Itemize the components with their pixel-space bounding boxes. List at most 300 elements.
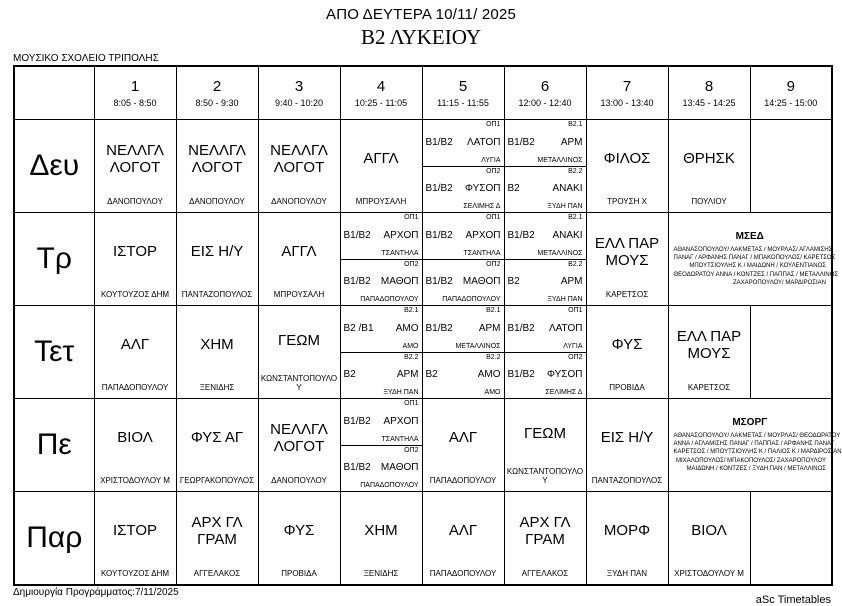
teacher-name: ΞΥΔΗ ΠΑΝ — [606, 569, 648, 579]
split-lesson — [505, 213, 586, 305]
split-lesson-top — [423, 306, 504, 352]
period-header — [95, 67, 176, 119]
subject-name: ΑΜΟ — [477, 369, 501, 381]
lesson-cell — [176, 120, 258, 213]
class-title: Β2 ΛΥΚΕΙΟΥ — [360, 25, 482, 49]
lesson-cell — [422, 306, 504, 399]
teacher-list-line: ΘΕΟΔΩΡΑΤΟΥ ΑΝΝΑ / ΚΟΝΤΖΕΣ / ΠΑΠΠΑΣ / ΜΕΤΑΛΛΙΝΟΣ — [673, 271, 839, 278]
lesson — [177, 492, 258, 584]
teacher-name: ΚΑΡΕΤΣΟΣ — [605, 290, 649, 300]
class-group: Β1/Β2 — [343, 229, 371, 241]
period-time: 8:05 - 8:50 — [113, 98, 157, 108]
subject-name: ΑΡΧΟΠ — [465, 229, 501, 241]
split-mid-row — [344, 462, 419, 473]
subject-name: ΕΛΛ ΠΑΡ ΜΟΥΣ — [676, 327, 742, 363]
group-tag: Β2.1 — [404, 307, 419, 314]
subject-name: ΓΕΩΜ — [524, 425, 566, 443]
subject-name: ΑΓΓΛ — [281, 243, 317, 261]
lesson-cell — [258, 492, 340, 586]
teacher-name: ΑΜΟ — [484, 389, 501, 396]
class-group: Β1/Β2 — [425, 322, 453, 334]
subject-name: ΦΙΛΟΣ — [603, 150, 651, 168]
teacher-list-line: ΚΑΡΕΤΣΟΣ / ΜΠΟΥΤΣΙΟΥΛΗΣ Κ / ΠΑΛΙΟΣ Κ / ΜΑΡΔΙΡΟΣΙΑΝ — [673, 449, 842, 456]
teacher-name: ΜΕΤΑΛΛΙΝΟΣ — [537, 249, 583, 257]
timetable-body — [14, 120, 842, 586]
lesson-cell — [668, 399, 842, 492]
subject-name: ΜΟΡΦ — [603, 522, 651, 540]
teacher-name: ΠΑΠΑΔΟΠΟΥΛΟΥ — [360, 482, 419, 489]
split-mid-row — [426, 323, 501, 334]
lesson-cell — [176, 213, 258, 306]
split-mid-row — [344, 230, 419, 241]
split-mid-row — [508, 323, 583, 334]
subject-name: ΑΡΜ — [560, 136, 583, 148]
teacher-list-line: ΖΑΧΑΡΟΠΟΥΛΟΥ/ ΜΑΡΔΙΡΟΣΙΑΝ — [732, 279, 826, 286]
period-number: 1 — [130, 78, 140, 95]
lesson — [177, 306, 258, 398]
class-group: Β1/Β2 — [343, 276, 371, 288]
period-number: 2 — [212, 78, 222, 95]
lesson — [505, 492, 586, 584]
lesson-cell — [504, 306, 586, 399]
lesson-cell — [340, 120, 422, 213]
period-header-cell — [94, 66, 176, 120]
lesson-cell — [586, 399, 668, 492]
group-tag: Β2.1 — [486, 307, 501, 314]
subject-name: ΒΙΟΛ — [117, 429, 153, 447]
split-lesson-bottom — [341, 352, 422, 399]
split-lesson — [505, 306, 586, 398]
teacher-name: ΚΑΡΕΤΣΟΣ — [687, 383, 731, 393]
teacher-name: ΚΩΝΣΤΑΝΤΟΠΟΥΛΟΥ — [506, 467, 584, 486]
teacher-list-line: ΜΑΙΔΩΝΗ / ΚΟΝΤΖΕΣ / ΞΥΔΗ ΠΑΝ / ΜΕΤΑΛΛΙΝΟΣ — [686, 465, 826, 472]
teacher-list-line: ΑΝΝΑ / ΑΓΛΑΜΙΣΗΣ ΠΑΝΑΓ / ΠΑΠΠΑΣ / ΑΡΦΑΝΗΣ ΠΑΝΑΓ — [673, 441, 835, 448]
class-group: Β2 /Β1 — [343, 322, 374, 334]
period-time: 10:25 - 11:05 — [354, 98, 408, 108]
split-mid-row — [426, 276, 501, 287]
split-mid-row — [344, 276, 419, 287]
subject-name: ΜΣΕΔ — [735, 231, 764, 243]
lesson — [95, 492, 176, 584]
lesson-cell — [586, 120, 668, 213]
teacher-list — [673, 432, 842, 472]
subject-name: ΝΕΛΛΓΛ ΛΟΓΟΤ — [270, 141, 328, 177]
empty-cell — [750, 306, 832, 399]
period-header — [505, 67, 586, 119]
asc-timetables-credit: aSc Timetables — [755, 594, 831, 606]
split-lesson-top — [423, 120, 504, 166]
lesson — [423, 492, 504, 584]
teacher-name: ΚΟΥΤΟΥΖΟΣ ΔΗΜ — [100, 569, 170, 579]
lesson-cell — [668, 306, 750, 399]
teacher-name: ΔΑΝΟΠΟΥΛΟΥ — [107, 197, 163, 207]
teacher-name: ΞΥΔΗ ΠΑΝ — [383, 389, 419, 396]
group-tag: ΟΠ1 — [404, 214, 419, 221]
split-lesson-bottom — [423, 166, 504, 213]
lesson — [423, 399, 504, 491]
teacher-name: ΠΑΝΤΑΖΟΠΟΥΛΟΣ — [181, 290, 253, 300]
subject-name: ΝΕΛΛΓΛ ΛΟΓΟΤ — [188, 141, 246, 177]
lesson — [587, 213, 668, 305]
split-mid-row — [508, 369, 583, 380]
subject-name: ΜΑΘΟΠ — [380, 276, 419, 288]
lesson — [669, 306, 750, 398]
teacher-name: ΞΕΝΙΔΗΣ — [363, 569, 399, 579]
group-tag: Β2.2 — [486, 353, 501, 361]
split-lesson — [423, 213, 504, 305]
teacher-name: ΞΥΔΗ ΠΑΝ — [547, 203, 583, 210]
class-group: Β1/Β2 — [425, 276, 453, 288]
split-mid-row — [508, 137, 583, 148]
day-row — [14, 120, 832, 213]
subject-name: ΝΕΛΛΓΛ ΛΟΓΟΤ — [106, 141, 164, 177]
teacher-name: ΚΩΝΣΤΑΝΤΟΠΟΥΛΟΥ — [260, 374, 338, 393]
split-lesson — [423, 306, 504, 398]
lesson — [95, 120, 176, 212]
period-header — [669, 67, 750, 119]
lesson — [341, 120, 422, 212]
class-group: Β1/Β2 — [507, 322, 535, 334]
group-tag: ΟΠ2 — [486, 260, 501, 268]
teacher-list — [673, 246, 839, 286]
day-label-cell — [14, 492, 94, 586]
subject-name: ΛΑΤΟΠ — [548, 322, 583, 334]
teacher-name: ΑΓΓΕΛΑΚΟΣ — [521, 569, 569, 579]
day-label: Τετ — [34, 335, 75, 368]
lesson — [505, 399, 586, 491]
teacher-name: ΜΕΤΑΛΛΙΝΟΣ — [455, 342, 501, 350]
subject-name: ΑΡΧ ΓΛ ΓΡΑΜ — [519, 513, 571, 549]
teacher-name: ΠΡΟΒΙΔΑ — [609, 383, 645, 393]
teacher-name: ΤΡΟΥΣΗ Χ — [607, 197, 647, 207]
period-header-cell — [176, 66, 258, 120]
lesson — [259, 492, 340, 584]
split-lesson-top — [341, 399, 422, 445]
lesson — [341, 492, 422, 584]
day-row — [14, 492, 832, 586]
subject-name: ΘΡΗΣΚ — [683, 150, 735, 168]
lesson-cell — [422, 120, 504, 213]
day-label-cell — [14, 306, 94, 399]
subject-name: ΝΕΛΛΓΛ ΛΟΓΟΤ — [270, 420, 328, 456]
teacher-name: ΠΑΠΑΔΟΠΟΥΛΟΥ — [429, 476, 497, 486]
lesson-cell — [258, 306, 340, 399]
lesson-cell — [176, 306, 258, 399]
lesson-cell — [94, 399, 176, 492]
teacher-name: ΛΥΓΙΑ — [563, 342, 583, 350]
lesson-cell — [94, 213, 176, 306]
split-mid-row — [508, 183, 583, 194]
multi-teacher-lesson — [669, 213, 839, 305]
teacher-name: ΔΑΝΟΠΟΥΛΟΥ — [271, 476, 327, 486]
lesson-cell — [176, 492, 258, 586]
teacher-list-line: ΑΘΑΝΑΣΟΠΟΥΛΟΥ/ ΛΑΚΜΕΤΑΣ / ΜΟΥΡΛΑΣ/ ΑΓΛΑΜΙΣΗΣ — [673, 247, 833, 254]
split-mid-row — [344, 323, 419, 334]
period-time: 13:45 - 14:25 — [682, 98, 736, 108]
subject-name: ΑΛΓ — [448, 522, 478, 540]
subject-name: ΑΜΟ — [395, 322, 419, 334]
split-mid-row — [344, 369, 419, 380]
lesson — [587, 306, 668, 398]
split-lesson-bottom — [341, 445, 422, 492]
teacher-name: ΠΑΠΑΔΟΠΟΥΛΟΥ — [360, 296, 419, 303]
class-group: Β1/Β2 — [507, 229, 535, 241]
day-label-cell — [14, 213, 94, 306]
group-tag: Β2.2 — [568, 167, 583, 175]
period-time: 11:15 - 11:55 — [437, 98, 489, 108]
teacher-name: ΠΡΟΒΙΔΑ — [281, 569, 317, 579]
lesson-cell — [586, 492, 668, 586]
day-row — [14, 399, 832, 492]
subject-name: ΦΥΣΟΠ — [546, 369, 583, 381]
period-number: 3 — [294, 78, 304, 95]
group-tag: ΟΠ1 — [486, 121, 501, 128]
subject-name: ΕΛΛ ΠΑΡ ΜΟΥΣ — [594, 234, 660, 270]
period-number: 7 — [622, 78, 632, 95]
class-group: Β2 — [425, 369, 438, 381]
split-mid-row — [426, 183, 501, 194]
subject-name: ΧΗΜ — [200, 336, 234, 354]
subject-name: ΦΥΣ — [611, 336, 643, 354]
period-time: 8:50 - 9:30 — [195, 98, 239, 108]
period-number: 8 — [704, 78, 714, 95]
split-lesson-top — [341, 306, 422, 352]
split-mid-row — [426, 137, 501, 148]
lesson-cell — [94, 306, 176, 399]
subject-name: ΓΕΩΜ — [278, 332, 320, 350]
teacher-name: ΔΑΝΟΠΟΥΛΟΥ — [189, 197, 245, 207]
subject-name: ΧΗΜ — [364, 522, 398, 540]
school-name: ΜΟΥΣΙΚΟ ΣΧΟΛΕΙΟ ΤΡΙΠΟΛΗΣ — [13, 53, 159, 64]
split-lesson-top — [505, 120, 586, 166]
lesson — [587, 120, 668, 212]
class-group: Β2 — [507, 183, 520, 195]
subject-name: ΑΡΧΟΠ — [383, 415, 419, 427]
subject-name: ΦΥΣ ΑΓ — [190, 429, 244, 447]
split-lesson-top — [423, 213, 504, 259]
subject-name: ΑΝΑΚΙ — [552, 229, 583, 241]
lesson — [669, 120, 750, 212]
teacher-list-line: ΑΘΑΝΑΣΟΠΟΥΛΟΥ/ ΛΑΚΜΕΤΑΣ / ΜΟΥΡΛΑΣ/ ΘΕΟΔΩΡΑΤΟΥ — [673, 433, 841, 440]
lesson-cell — [94, 492, 176, 586]
day-label: Δευ — [29, 149, 80, 182]
lesson — [177, 120, 258, 212]
group-tag: ΟΠ1 — [404, 400, 419, 407]
group-tag: Β2.1 — [568, 214, 583, 221]
lesson — [587, 399, 668, 491]
period-header-cell — [258, 66, 340, 120]
lesson-cell — [422, 399, 504, 492]
lesson — [259, 399, 340, 491]
lesson-cell — [340, 213, 422, 306]
class-group: Β1/Β2 — [507, 136, 535, 148]
lesson-cell — [340, 492, 422, 586]
period-time: 14:25 - 15:00 — [764, 98, 818, 108]
lesson-cell — [258, 120, 340, 213]
lesson-cell — [258, 213, 340, 306]
period-header-cell — [340, 66, 422, 120]
teacher-name: ΔΑΝΟΠΟΥΛΟΥ — [271, 197, 327, 207]
period-time: 9:40 - 10:20 — [274, 98, 324, 108]
teacher-name: ΣΕΛΙΜΗΣ Δ — [463, 203, 501, 210]
day-label: Τρ — [36, 242, 72, 275]
split-lesson-top — [505, 213, 586, 259]
lesson — [259, 306, 340, 398]
teacher-name: ΜΕΤΑΛΛΙΝΟΣ — [537, 156, 583, 164]
split-lesson-bottom — [505, 352, 586, 399]
split-lesson — [341, 306, 422, 398]
lesson-cell — [504, 213, 586, 306]
subject-name: ΦΥΣΟΠ — [464, 183, 501, 195]
subject-name: ΑΛΓ — [120, 336, 150, 354]
teacher-name: ΤΣΑΝΤΗΛΑ — [381, 249, 419, 257]
group-tag: ΟΠ2 — [404, 446, 419, 454]
split-lesson — [505, 120, 586, 212]
lesson — [259, 120, 340, 212]
lesson-cell — [586, 306, 668, 399]
lesson-cell — [586, 213, 668, 306]
split-lesson — [341, 213, 422, 305]
lesson — [95, 399, 176, 491]
group-tag: ΟΠ1 — [568, 307, 583, 314]
split-lesson-bottom — [423, 259, 504, 306]
class-group: Β1/Β2 — [425, 136, 453, 148]
teacher-name: ΣΕΛΙΜΗΣ Δ — [545, 389, 583, 396]
teacher-name: ΞΥΔΗ ΠΑΝ — [547, 296, 583, 303]
day-label: Πε — [36, 428, 72, 461]
class-group: Β1/Β2 — [343, 415, 371, 427]
day-label: Παρ — [26, 521, 83, 554]
teacher-name: ΑΓΓΕΛΑΚΟΣ — [193, 569, 241, 579]
subject-name: ΑΡΜ — [560, 276, 583, 288]
period-header — [751, 67, 832, 119]
subject-name: ΑΡΜ — [478, 322, 501, 334]
subject-name: ΜΣΟΡΓ — [732, 417, 768, 429]
subject-name: ΕΙΣ Η/Υ — [190, 243, 244, 261]
day-label-cell — [14, 120, 94, 213]
lesson — [177, 399, 258, 491]
split-mid-row — [426, 230, 501, 241]
day-row — [14, 306, 832, 399]
teacher-name: ΛΥΓΙΑ — [481, 156, 501, 164]
group-tag: Β2.2 — [568, 260, 583, 268]
lesson-cell — [504, 120, 586, 213]
subject-name: ΑΡΧ ΓΛ ΓΡΑΜ — [191, 513, 243, 549]
corner-cell — [14, 66, 94, 120]
split-mid-row — [508, 230, 583, 241]
group-tag: Β2.1 — [568, 121, 583, 128]
class-group: Β2 — [507, 276, 520, 288]
split-lesson-bottom — [423, 352, 504, 399]
teacher-name: ΜΠΡΟΥΣΑΛΗ — [273, 290, 325, 300]
teacher-list-line: ΜΠΟΥΤΣΙΟΥΛΗΣ Κ / ΜΑΙΔΩΝΗ / ΚΟΥΛΕΝΤΙΑΝΟΣ — [689, 263, 826, 270]
period-number: 5 — [458, 78, 468, 95]
teacher-list-line: ΜΙΧΑΛΟΠΟΥΛΟΣ/ ΜΠΑΚΟΠΟΥΛΟΣ/ ΖΑΧΑΡΟΠΟΥΛΟΥ — [675, 457, 826, 464]
lesson — [669, 492, 750, 584]
generation-date: Δημιουργία Προγράμματος:7/11/2025 — [13, 587, 179, 598]
subject-name: ΑΛΓ — [448, 429, 478, 447]
group-tag: ΟΠ2 — [486, 167, 501, 175]
period-header-cell — [422, 66, 504, 120]
lesson-cell — [340, 306, 422, 399]
period-number: 4 — [376, 78, 386, 95]
lesson — [95, 213, 176, 305]
subject-name: ΑΝΑΚΙ — [552, 183, 583, 195]
period-number: 6 — [540, 78, 550, 95]
class-group: Β1/Β2 — [425, 229, 453, 241]
lesson-cell — [668, 213, 839, 306]
empty-cell — [750, 492, 832, 586]
subject-name: ΦΥΣ — [283, 522, 315, 540]
multi-teacher-lesson — [669, 399, 842, 491]
period-header — [259, 67, 340, 119]
period-header-row-tr — [14, 66, 832, 120]
teacher-name: ΤΣΑΝΤΗΛΑ — [381, 435, 419, 443]
class-group: Β1/Β2 — [507, 369, 535, 381]
teacher-name: ΞΕΝΙΔΗΣ — [199, 383, 235, 393]
split-lesson-bottom — [505, 166, 586, 213]
subject-name: ΑΡΧΟΠ — [383, 229, 419, 241]
period-header-cell — [750, 66, 832, 120]
teacher-name: ΠΑΠΑΔΟΠΟΥΛΟΥ — [101, 383, 169, 393]
lesson-cell — [668, 120, 750, 213]
period-header-cell — [586, 66, 668, 120]
lesson-cell — [422, 213, 504, 306]
subject-name: ΑΡΜ — [396, 369, 419, 381]
day-label-cell — [14, 399, 94, 492]
lesson-cell — [94, 120, 176, 213]
lesson-cell — [258, 399, 340, 492]
split-lesson-top — [341, 213, 422, 259]
subject-name: ΜΑΘΟΠ — [462, 276, 501, 288]
teacher-name: ΠΑΠΑΔΟΠΟΥΛΟΥ — [429, 569, 497, 579]
teacher-name: ΓΕΩΡΓΑΚΟΠΟΥΛΟΣ — [179, 476, 255, 486]
teacher-name: ΜΠΡΟΥΣΑΛΗ — [355, 197, 407, 207]
split-lesson — [423, 120, 504, 212]
split-lesson — [341, 399, 422, 491]
lesson — [95, 306, 176, 398]
period-header — [423, 67, 504, 119]
footer — [13, 586, 831, 606]
group-tag: ΟΠ1 — [486, 214, 501, 221]
split-mid-row — [508, 276, 583, 287]
period-header — [177, 67, 258, 119]
teacher-list-line: ΠΑΝΑΓ / ΑΡΦΑΝΗΣ ΠΑΝΑΓ / ΜΠΑΚΟΠΟΥΛΟΣ/ ΚΑΡΕΤΣΟΣ — [673, 255, 836, 262]
teacher-name: ΧΡΙΣΤΟΔΟΥΛΟΥ Μ — [100, 476, 170, 486]
teacher-name: ΑΜΟ — [402, 342, 419, 350]
page-title: ΑΠΟ ΔΕΥΤΕΡΑ 10/11/ 2025 — [325, 6, 516, 23]
subject-name: ΑΓΓΛ — [363, 150, 399, 168]
subject-name: ΙΣΤΟΡ — [112, 522, 157, 540]
period-time: 13:00 - 13:40 — [600, 98, 654, 108]
lesson-cell — [422, 492, 504, 586]
split-lesson-bottom — [505, 259, 586, 306]
teacher-name: ΤΣΑΝΤΗΛΑ — [463, 249, 501, 257]
lesson — [587, 492, 668, 584]
period-time: 12:00 - 12:40 — [518, 98, 572, 108]
teacher-name: ΚΟΥΤΟΥΖΟΣ ΔΗΜ — [100, 290, 170, 300]
lesson-cell — [504, 492, 586, 586]
day-row — [14, 213, 832, 306]
teacher-name: ΠΟΥΛΙΟΥ — [691, 197, 727, 207]
group-tag: ΟΠ2 — [568, 353, 583, 361]
group-tag: Β2.2 — [404, 353, 419, 361]
period-header-row — [14, 66, 832, 120]
split-lesson-top — [505, 306, 586, 352]
lesson — [177, 213, 258, 305]
subject-name: ΙΣΤΟΡ — [112, 243, 157, 261]
lesson-cell — [340, 399, 422, 492]
